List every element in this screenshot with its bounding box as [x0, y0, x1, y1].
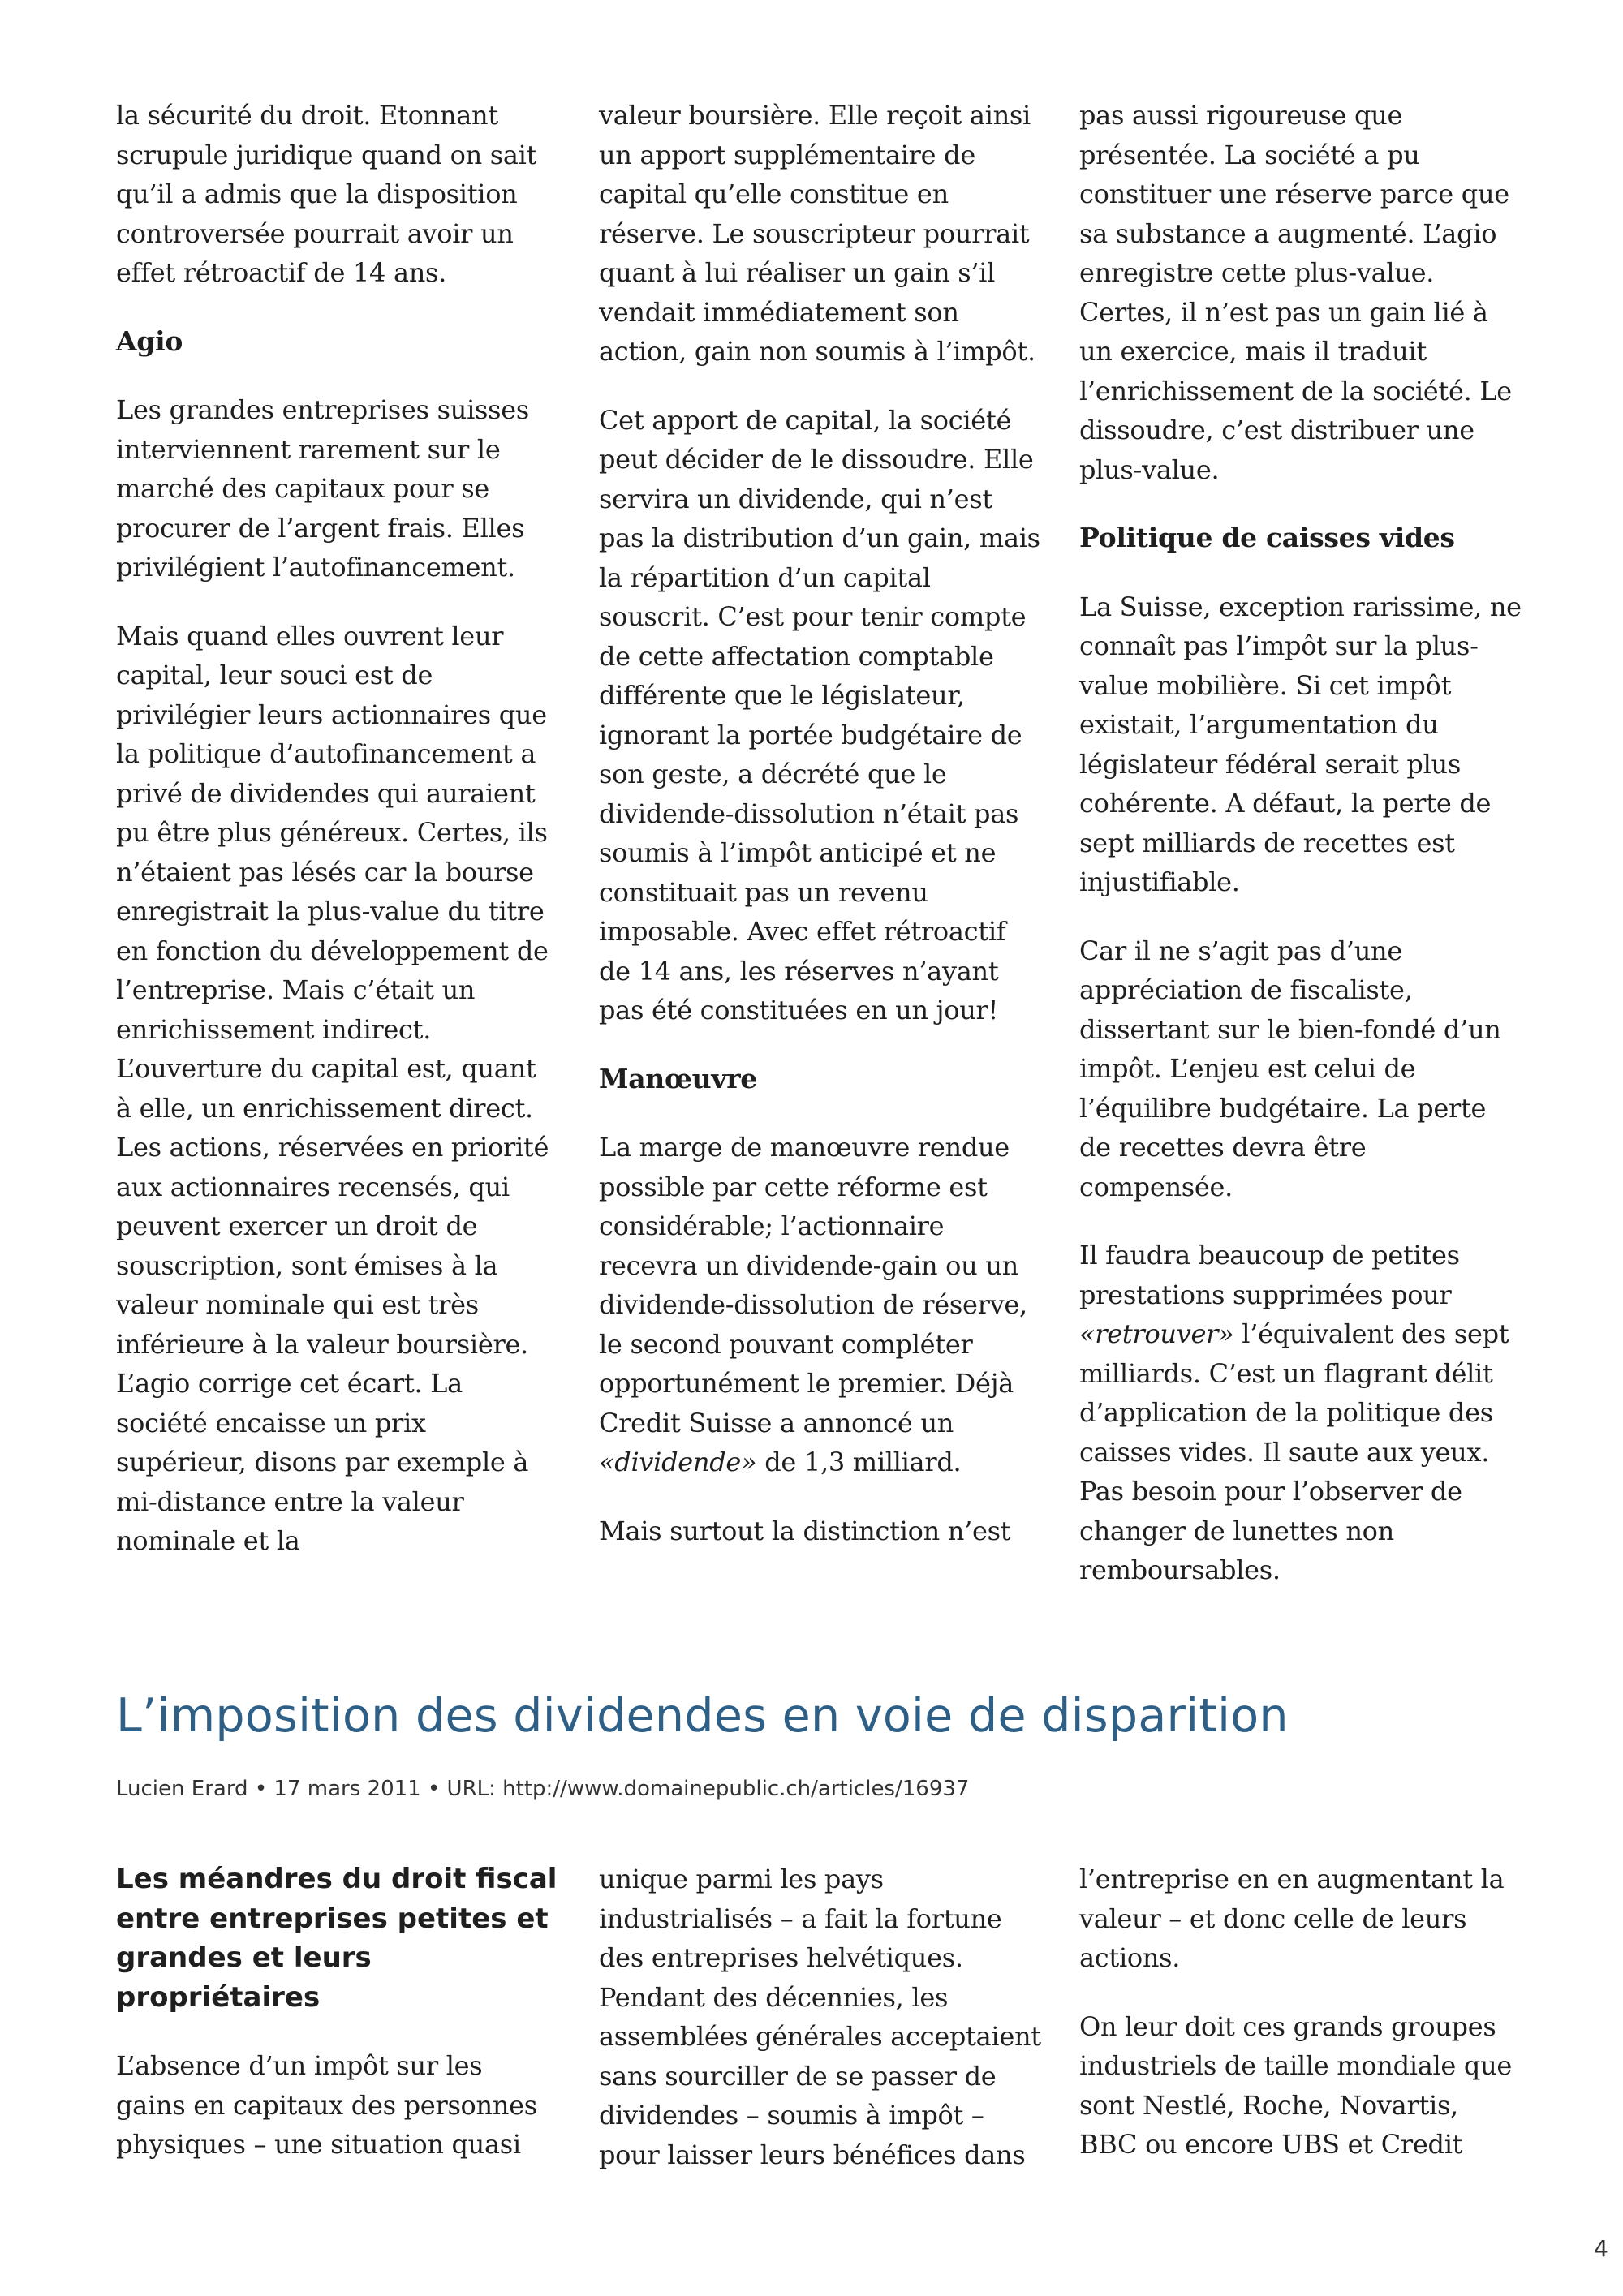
paragraph: La Suisse, exception rarissime, ne connaît pas l’impôt sur la plus-value mobilière. Si cet impôt existait, l’argumentation du législateur fédéral serait plus cohérente. A défaut, la perte de sept milliards de recettes est injustifiable.	[1079, 591, 1522, 897]
paragraph: valeur boursière. Elle reçoit ainsi un apport supplémentaire de capital qu’elle constitue en réserve. Le souscripteur pourrait quant à lui réaliser un gain s’il vendait immédiatement son action, gain non soumis à l’impôt.	[599, 100, 1035, 367]
column-3-top	[1079, 96, 1522, 1619]
page-number: 4	[1594, 2235, 1608, 2262]
paragraph: On leur doit ces grands groupes industriels de taille mondiale que sont Nestlé, Roche, Novartis, BBC ou encore UBS et Credit	[1079, 2010, 1513, 2160]
column-1-bottom	[116, 1860, 558, 2194]
column-1-top	[116, 96, 558, 1590]
section-heading-agio: Agio	[116, 325, 183, 357]
paragraph: pas aussi rigoureuse que présentée. La société a pu constituer une réserve parce que sa substance a augmenté. L’agio enregistre cette plus-value. Certes, il n’est pas un gain lié à un exercice, mais il traduit l’enrichissement de la société. Le dissoudre, c’est distribuer une plus-value.	[1079, 100, 1512, 485]
article-lead: Les méandres du droit fiscal entre entreprises petites et grandes et leurs propriétaires	[116, 1863, 558, 2014]
paragraph	[1079, 1236, 1522, 1590]
section-heading-manoeuvre: Manœuvre	[599, 1062, 757, 1094]
paragraph: Mais surtout la distinction n’est	[599, 1515, 1011, 1546]
column-2-bottom	[599, 1860, 1041, 2204]
paragraph: L’absence d’un impôt sur les gains en capitaux des personnes physiques – une situation quasi	[116, 2050, 537, 2160]
column-2-top	[599, 96, 1041, 1580]
text: La marge de manœuvre rendue possible par cette réforme est considérable; l’actionnaire recevra un dividende-gain ou un dividende-dissolution de réserve, le second pouvant compléter opportunément le premier. Déjà Credit Suisse a annoncé un	[599, 1132, 1027, 1438]
paragraph: la sécurité du droit. Etonnant scrupule juridique quand on sait qu’il a admis que la disposition controversée pourrait avoir un effet rétroactif de 14 ans.	[116, 100, 537, 288]
paragraph: Car il ne s’agit pas d’une appréciation de fiscaliste, dissertant sur le bien-fondé d’un impôt. L’enjeu est celui de l’équilibre budgétaire. La perte de recettes devra être compensée.	[1079, 935, 1501, 1202]
paragraph: Cet apport de capital, la société peut décider de le dissoudre. Elle servira un dividende, qui n’est pas la distribution d’un gain, mais la répartition d’un capital souscrit. C’est pour tenir compte de cette affectation comptable différente que le législateur, ignorant la portée budgétaire de son geste, a décrété que le dividende-dissolution n’était pas soumis à l’impôt anticipé et ne constituait pas un revenu imposable. Avec effet rétroactif de 14 ans, les réserves n’ayant pas été constituées en un jour!	[599, 404, 1040, 1025]
paragraph: l’entreprise en en augmentant la valeur – et donc celle de leurs actions.	[1079, 1864, 1505, 1973]
text: Il faudra beaucoup de petites prestations supprimées pour	[1079, 1240, 1460, 1310]
article-title: L’imposition des dividendes en voie de disparition	[116, 1689, 1289, 1743]
quoted-term: «dividende»	[599, 1447, 757, 1477]
section-heading-politique: Politique de caisses vides	[1079, 522, 1455, 553]
article-byline: Lucien Erard • 17 mars 2011 • URL: http://www.domainepublic.ch/articles/16937	[116, 1777, 970, 1801]
paragraph: unique parmi les pays industrialisés – a fait la fortune des entreprises helvétiques. Pendant des décennies, les assemblées générales acceptaient sans sourciller de se passer de dividendes – soumis à impôt – pour laisser leurs bénéfices dans	[599, 1864, 1041, 2170]
paragraph: Les grandes entreprises suisses interviennent rarement sur le marché des capitaux pour se procurer de l’argent frais. Elles privilégient l’autofinancement.	[116, 394, 530, 583]
text: de 1,3 milliard.	[756, 1447, 962, 1477]
text: l’équivalent des sept milliards. C’est un flagrant délit d’application de la politique des caisses vides. Il saute aux yeux. Pas besoin pour l’observer de changer de lunettes non remboursables.	[1079, 1318, 1509, 1585]
column-3-bottom	[1079, 1860, 1522, 2194]
paragraph	[599, 1128, 1041, 1482]
paragraph: Mais quand elles ouvrent leur capital, leur souci est de privilégier leurs actionnaires que la politique d’autofinancement a privé de dividendes qui auraient pu être plus généreux. Certes, ils n’étaient pas lésés car la bourse enregistrait la plus-value du titre en fonction du développement de l’entreprise. Mais c’était un enrichissement indirect. L’ouverture du capital est, quant à elle, un enrichissement direct. Les actions, réservées en priorité aux actionnaires recensés, qui peuvent exercer un droit de souscription, sont émises à la valeur nominale qui est très inférieure à la valeur boursière. L’agio corrige cet écart. La société encaisse un prix supérieur, disons par exemple à mi-distance entre la valeur nominale et la	[116, 620, 549, 1556]
quoted-term: «retrouver»	[1079, 1318, 1234, 1349]
